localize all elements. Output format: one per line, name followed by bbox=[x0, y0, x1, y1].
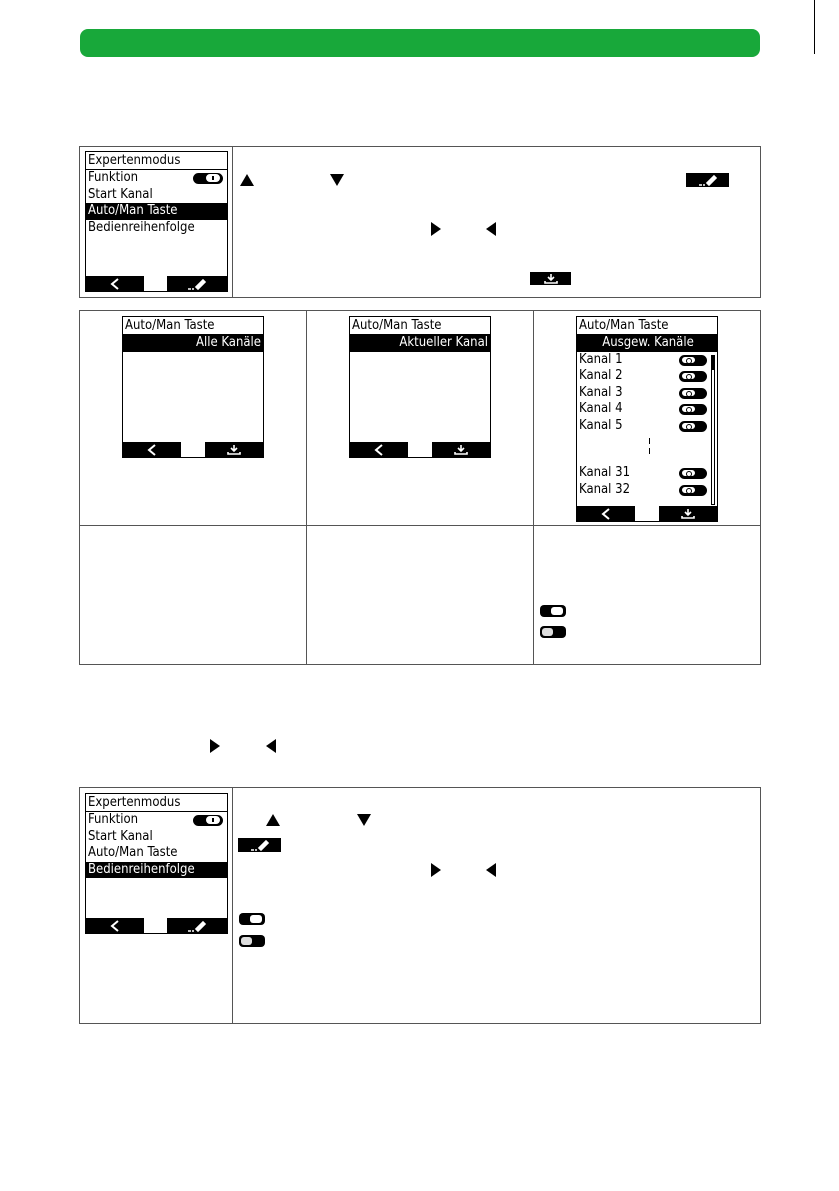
back-button[interactable] bbox=[577, 506, 635, 521]
pencil-icon bbox=[186, 920, 208, 932]
channel-row[interactable]: Kanal 1 bbox=[577, 352, 717, 369]
auto-man-screen-alle bbox=[122, 316, 264, 458]
toggle-off-icon bbox=[679, 388, 707, 399]
pencil-icon bbox=[686, 173, 729, 187]
pencil-icon bbox=[238, 838, 281, 852]
channel-row[interactable]: Kanal 31 bbox=[577, 465, 717, 482]
menu-item-auto-man-taste[interactable]: Auto/Man Taste bbox=[86, 203, 227, 220]
triangle-right-icon bbox=[210, 739, 220, 753]
screen-title: Expertenmodus bbox=[86, 152, 227, 170]
menu-item-funktion[interactable]: Funktion bbox=[86, 812, 227, 829]
save-icon bbox=[530, 272, 571, 285]
cut-mark bbox=[814, 0, 815, 54]
save-icon bbox=[454, 444, 468, 455]
channel-row[interactable]: Kanal 3 bbox=[577, 385, 717, 402]
menu-item-bedienreihenfolge[interactable]: Bedienreihenfolge bbox=[86, 862, 227, 879]
pencil-icon bbox=[186, 278, 208, 290]
screen-title: Expertenmodus bbox=[86, 794, 227, 812]
save-button[interactable] bbox=[659, 506, 717, 521]
save-icon bbox=[681, 508, 695, 519]
save-icon bbox=[227, 444, 241, 455]
menu-item-funktion[interactable]: Funktion bbox=[86, 170, 227, 187]
auto-man-screen-aktuell bbox=[349, 316, 491, 458]
menu-item-start-kanal[interactable]: Start Kanal bbox=[88, 828, 153, 844]
option-ausgew-kanaele[interactable]: Ausgew. Kanäle bbox=[577, 335, 717, 352]
edit-button[interactable] bbox=[167, 918, 227, 933]
triangle-up-icon bbox=[240, 174, 254, 186]
triangle-right-icon bbox=[431, 863, 441, 877]
chevron-left-icon bbox=[147, 444, 157, 456]
back-button[interactable] bbox=[86, 918, 144, 933]
toggle-on-icon bbox=[540, 605, 566, 617]
triangle-left-icon bbox=[486, 222, 496, 236]
back-button[interactable] bbox=[86, 276, 144, 291]
toggle-off-icon bbox=[679, 404, 707, 415]
chevron-left-icon bbox=[110, 920, 120, 932]
triangle-left-icon bbox=[486, 863, 496, 877]
menu-item-start-kanal[interactable]: Start Kanal bbox=[88, 186, 153, 202]
screen-title: Auto/Man Taste bbox=[350, 317, 490, 335]
screen-title: Auto/Man Taste bbox=[577, 317, 717, 335]
toggle-on-icon bbox=[193, 815, 223, 826]
triangle-left-icon bbox=[266, 739, 276, 753]
toggle-on-icon bbox=[193, 173, 223, 184]
header-bar bbox=[80, 29, 760, 57]
chevron-left-icon bbox=[110, 278, 120, 290]
screen-title: Auto/Man Taste bbox=[123, 317, 263, 335]
triangle-down-icon bbox=[357, 814, 371, 826]
triangle-up-icon bbox=[266, 814, 280, 826]
channel-row[interactable]: Kanal 4 bbox=[577, 401, 717, 418]
toggle-off-icon bbox=[679, 421, 707, 432]
chevron-left-icon bbox=[601, 508, 611, 520]
menu-item-bedienreihenfolge[interactable]: Bedienreihenfolge bbox=[88, 219, 195, 235]
toggle-off-icon bbox=[540, 626, 566, 638]
expertenmodus-screen-2 bbox=[85, 793, 228, 934]
save-button[interactable] bbox=[432, 442, 490, 457]
expertenmodus-screen-1 bbox=[85, 151, 228, 292]
option-aktueller-kanal[interactable]: Aktueller Kanal bbox=[350, 335, 490, 352]
edit-button[interactable] bbox=[167, 276, 227, 291]
toggle-on-icon bbox=[239, 913, 265, 925]
back-button[interactable] bbox=[350, 442, 408, 457]
toggle-off-icon bbox=[679, 371, 707, 382]
channel-row[interactable]: Kanal 2 bbox=[577, 368, 717, 385]
toggle-off-icon bbox=[679, 485, 707, 496]
triangle-right-icon bbox=[431, 222, 441, 236]
back-button[interactable] bbox=[123, 442, 181, 457]
menu-item-auto-man-taste[interactable]: Auto/Man Taste bbox=[88, 845, 178, 860]
channel-row[interactable]: Kanal 5 bbox=[577, 418, 717, 435]
channel-row[interactable]: Kanal 32 bbox=[577, 482, 717, 499]
toggle-off-icon bbox=[679, 468, 707, 479]
toggle-off-icon bbox=[239, 935, 265, 947]
scrollbar[interactable] bbox=[711, 355, 715, 505]
triangle-down-icon bbox=[330, 174, 344, 186]
save-button[interactable] bbox=[205, 442, 263, 457]
ellipsis-gap bbox=[577, 434, 717, 465]
auto-man-screen-ausgew bbox=[576, 316, 718, 522]
toggle-off-icon bbox=[679, 355, 707, 366]
option-alle-kanaele[interactable]: Alle Kanäle bbox=[123, 335, 263, 352]
chevron-left-icon bbox=[374, 444, 384, 456]
